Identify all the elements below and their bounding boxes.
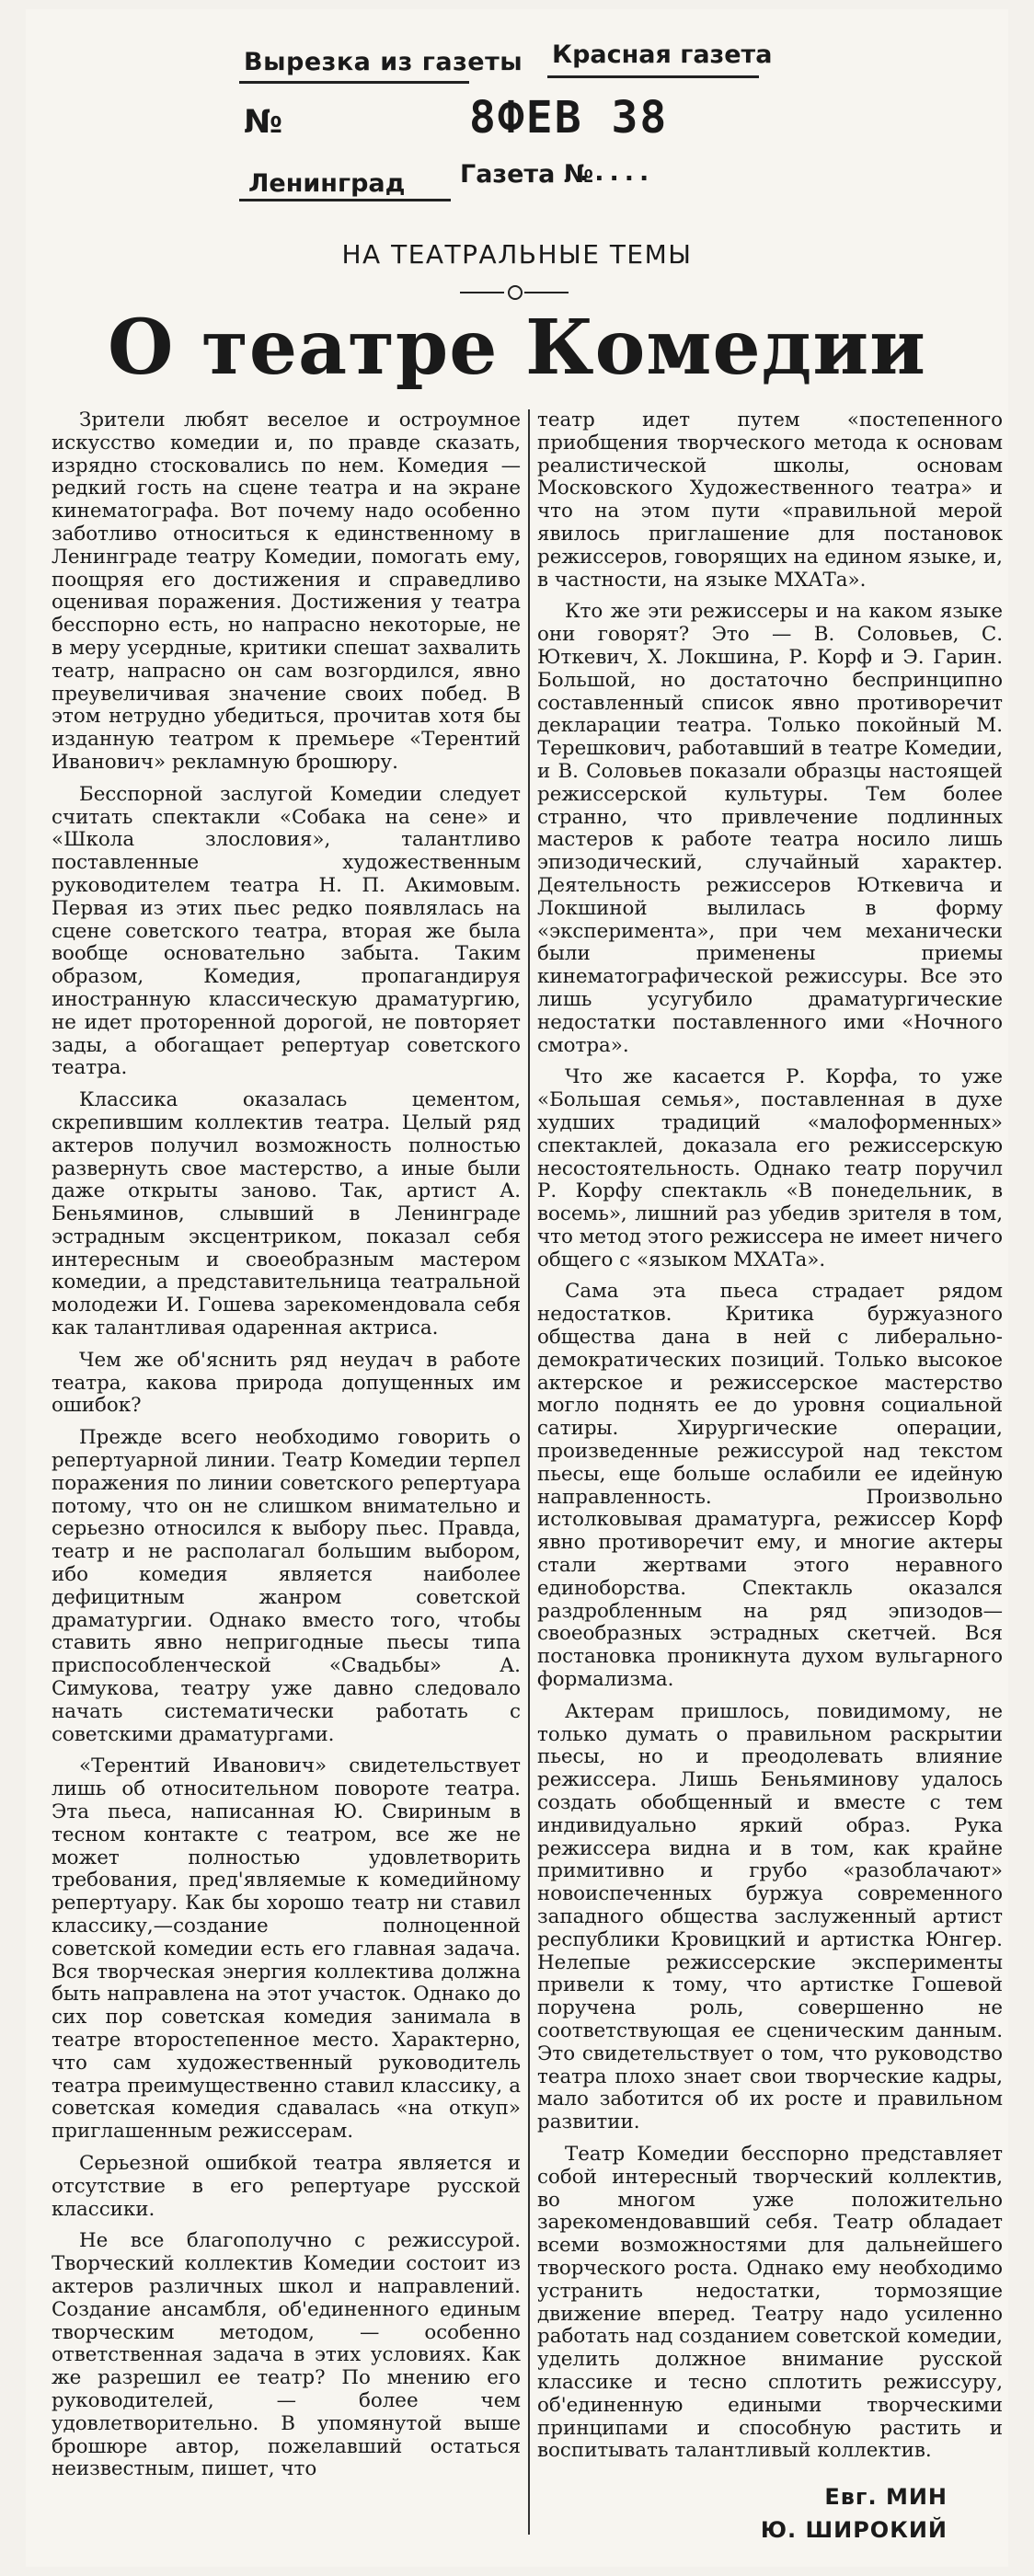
ornament-divider [460,282,570,304]
paragraph: Чем же об'яснить ряд неудач в работе театра, какова природа допущенных им ошибок? [52,1348,521,1418]
article-title: О театре Комедии [108,304,926,392]
issue-number: ..... [580,158,655,187]
article-column-right [537,409,1003,2525]
clipping-label: Вырезка из газеты [244,48,523,76]
paragraph: «Терентий Иванович» свидетельствует лишь об относительном повороте театра. Эта пьеса, написанная Ю. Свириным в тесном контакте с театром, все же не может полностью удовлетворить требования, пред'являемые к комедийному репертуару. Как бы хорошо театр ни ставил классику,—создание полноценной советской комедии есть его главная задача. Вся творческая энергия коллектива должна быть направлена на этот участок. Однако до сих пор советская комедия занимала в театре второстепенное место. Характерно, что сам художественный руководитель театра преимущественно ставил классику, а советская комедия сдавалась «на откуп» приглашенным режиссерам. [52,1754,521,2144]
newspaper-name: Красная газета [552,40,773,69]
clipping-date: 8ФЕВ 38 [469,92,669,144]
city-label: Ленинград [248,169,406,198]
paragraph: Актерам пришлось, повидимому, не только думать о правильном раскрытии пьесы, но и преодолевать влияние режиссера. Лишь Беньяминову удалось создать обобщенный и вместе с тем индивидуально яркий образ. Рука режиссера видна и в том, как крайне примитивно и грубо «разоблачают» новоиспеченных буржуа современного западного общества заслуженный артист республики Кровицкий и артистка Юнгер. Нелепые режиссерские эксперименты привели к тому, что артистке Гошевой поручена роль, совершенно не соответствующая ее сценическим данным. Это свидетельствует о том, что руководство театра плохо знает свои творческие кадры, мало заботится об их росте и правильном развитии. [537,1699,1003,2134]
paragraph: Кто же эти режиссеры и на каком языке они говорят? Это — В. Соловьев, С. Юткевич, Х. Локшина, Р. Корф и Э. Гарин. Большой, но достаточно беспринципно составленный список явно противоречит декларации театра. Только покойный М. Терешкович, работавший в театре Комедии, и В. Соловьев показали образцы настоящей режиссерской культуры. Тем более странно, что привлечение подлинных мастеров к работе театра носило лишь эпизодический, случайный характер. Деятельность режиссеров Юткевича и Локшиной вылилась в форму «эксперимента», при чем механически были применены приемы кинематографической режиссуры. Все это лишь усугубило драматургические недостатки поставленного ими «Ночного смотра». [537,600,1003,1057]
paragraph: Театр Комедии бесспорно представляет собой интересный творческий коллектив, во многом уже положительно зарекомендовавший себя. Театр обладает всеми возможностями для дальнейшего творческого роста. Однако ему необходимо устранить недостатки, тормозящие движение вперед. Театру надо усиленно работать над созданием советской комедии, уделить должное внимание русской классике и тесно сплотить режиссуру, об'единенную едиными творческими принципами и способную растить и воспитывать талантливый коллектив. [537,2142,1003,2463]
paragraph: Не все благополучно с режиссурой. Творческий коллектив Комедии состоит из актеров различных школ и направлений. Создание ансамбля, об'единенного единым творческим методом, — особенно ответственная задача в этих условиях. Как же разрешил ее театр? По мнению его руководителей, — более чем удовлетворительно. В упомянутой выше брошюре автор, пожелавший остаться неизвестным, пишет, что [52,2229,521,2481]
paragraph: Что же касается Р. Корфа, то уже «Большая семья», поставленная в духе худших традиций «малоформенных» спектаклей, доказала его режиссерскую несостоятельность. Однако театр поручил Р. Корфу спектакль «В понедельник, в восемь», лишний раз убедив зрителя в том, что метод этого режиссера не имеет ничего общего с «языком МХАТа». [537,1065,1003,1271]
paragraph: театр идет путем «постепенного приобщения творческого метода к основам реалистической школы, основам Московского Художественного театра» и что на этом пути «правильной мерой явилось приглашение для постановок режиссеров, говорящих на едином языке, и, в частности, на языке МХАТа». [537,408,1003,592]
number-prefix: № [244,104,283,141]
paragraph: Бесспорной заслугой Комедии следует считать спектакли «Собака на сене» и «Школа злословия», талантливо поставленные художественным руководителем театра Н. П. Акимовым. Первая из этих пьес редко появлялась на сцене советского театра, вторая же была вообще основательно забыта. Таким образом, Комедия, пропагандируя иностранную классическую драматургию, не идет проторенной дорогой, не повторяет зады, а обогащает репертуар советского театра. [52,782,521,1080]
author-signature: Ю. ШИРОКИЙ [760,2517,948,2543]
article-column-left [52,408,521,2481]
issue-label: Газета № [460,160,594,189]
author-signature: Евг. МИН [824,2484,948,2510]
paragraph: Классика оказалась цементом, скрепившим коллектив театра. Целый ряд актеров получил возможность полностью развернуть свое мастерство, а иные были даже открыты заново. Так, артист А. Беньяминов, слывший в Ленинграде эстрадным эксцентриком, показал себя интересным и своеобразным мастером комедии, а представительница театральной молодежи И. Гошева зарекомендовала себя как талантливая одаренная актриса. [52,1088,521,1340]
paragraph: Зрители любят веселое и остроумное искусство комедии и, по правде сказать, изрядно стосковались по нем. Комедия — редкий гость на сцене театра и на экране кинематографа. Вот почему надо особенно заботливо относиться к единственному в Ленинграде театру Комедии, помогать ему, поощряя его достижения и справедливо оценивая поражения. Достижения у театра бесспорно есть, но напрасно некоторые, не в меру усердные, критики спешат захвалить театр, напрасно он сам возгордился, явно преувеличивая значение своих побед. В этом нетрудно убедиться, прочитав хотя бы изданную театром к премьере «Терентий Иванович» рекламную брошюру. [52,408,521,774]
paragraph: Прежде всего необходимо говорить о репертуарной линии. Театр Комедии терпел поражения по линии советского репертуара потому, что он не слишком внимательно и серьезно относился к выбору пьес. Правда, театр и не располагал большим выбором, ибо комедия является наиболее дефицитным жанром советской драматургии. Однако вместо того, чтобы ставить явно непригодные пьесы типа приспособленческой «Свадьбы» А. Симукова, театру уже давно следовало начать систематически работать с советскими драматургами. [52,1426,521,1746]
column-rule [528,409,530,2535]
clipping-stamp [221,33,810,198]
paragraph: Серьезной ошибкой театра является и отсутствие в его репертуаре русской классики. [52,2151,521,2221]
paragraph: Сама эта пьеса страдает рядом недостатков. Критика буржуазного общества дана в ней с либерально-демократических позиций. Только высокое актерское и режиссерское мастерство могло поднять ее до уровня социальной сатиры. Хирургические операции, произведенные режиссурой над текстом пьесы, еще больше ослабили ее идейную направленность. Произвольно истолковывая драматурга, режиссер Корф явно противоречит ему, и многие актеры стали жертвами этого неравного единоборства. Спектакль оказался раздробленным на ряд эпизодов—своеобразных эстрадных скетчей. Вся постановка проникнута духом вульгарного формализма. [537,1280,1003,1692]
rubric-heading: НА ТЕАТРАЛЬНЫЕ ТЕМЫ [341,239,693,270]
